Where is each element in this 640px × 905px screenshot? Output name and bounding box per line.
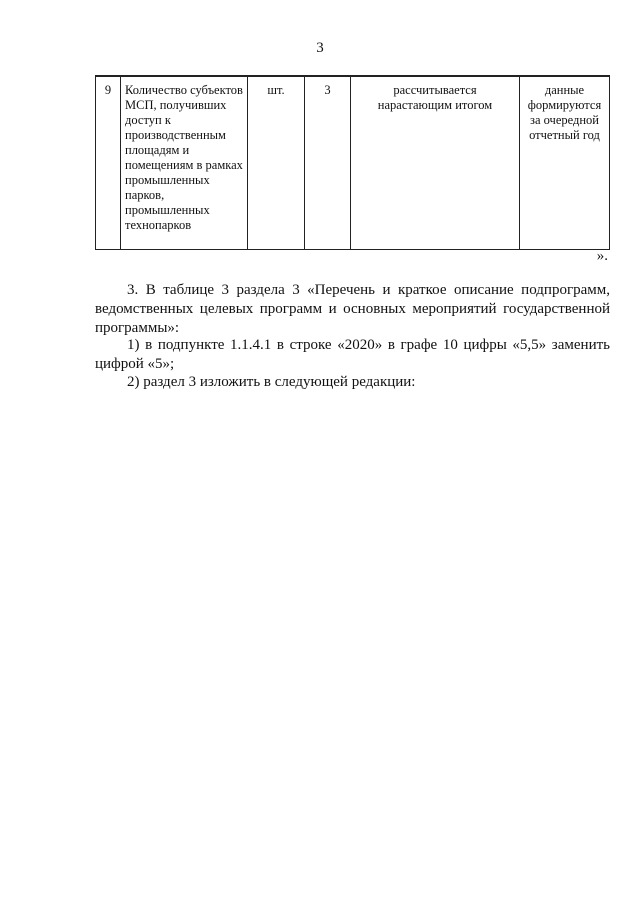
closing-quote: ». [596,248,608,264]
indicator-name-cell: Количество субъектов МСП, получивших доступ к производственным площадям и помещениям в рамках промышленных парков, промышленных технопарков [121,76,248,250]
indicator-table [95,75,610,250]
data-source-cell: данные формируются за очередной отчетный год [520,76,610,250]
paragraph-subitem-1: 1) в подпункте 1.1.4.1 в строке «2020» в графе 10 цифры «5,5» заменить цифрой «5»; [95,337,610,372]
unit-cell: шт. [248,76,305,250]
value-cell: 3 [305,76,351,250]
paragraph-subitem-2: 2) раздел 3 изложить в следующей редакции: [127,374,416,390]
paragraph-item-3: 3. В таблице 3 раздела 3 «Перечень и краткое описание подпрограмм, ведомственных целевых программ и основных мероприятий государственной программы»: [95,282,610,336]
row-number-cell: 9 [96,76,121,250]
table-row [96,76,610,250]
calculation-method-cell: рассчитывается нарастающим итогом [351,76,520,250]
page-number: 3 [316,40,324,56]
